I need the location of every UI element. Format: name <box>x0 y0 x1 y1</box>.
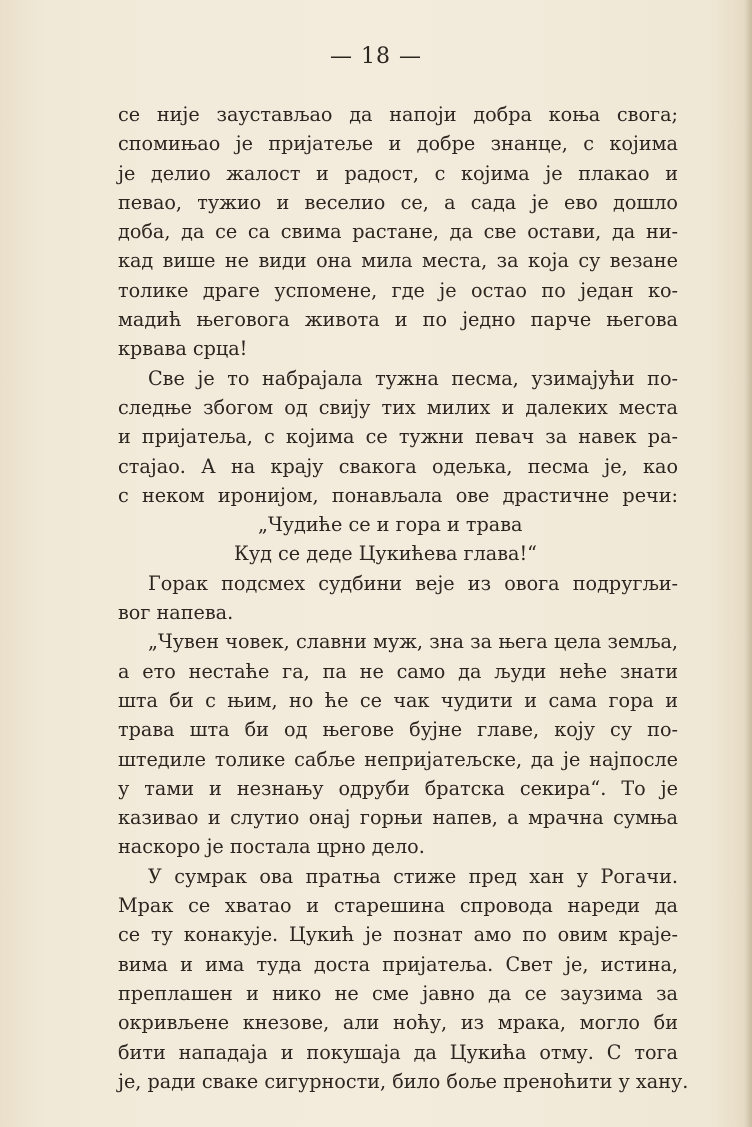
text-line: крвава срца! <box>118 337 248 361</box>
text-line: Горак подсмех судбини веје из овога подругљи- <box>148 571 678 595</box>
text-line: „Чувен човек, славни муж, зна за њега цела земља, <box>148 630 678 654</box>
text-line: трава шта би од његове бујне главе, коју су по- <box>118 718 678 742</box>
text-line: спомињао је пријатеље и добре знанце, с којима <box>118 132 678 156</box>
text-line: следње збогом од свију тих милих и далеких места <box>118 395 678 419</box>
text-line: вима и има туда доста пријатеља. Свет је, истина, <box>118 952 678 976</box>
text-line: окривљене кнезове, али ноћу, из мрака, могло би <box>118 1011 678 1035</box>
verse-line: Куд се деде Цукићева глава!“ <box>234 542 537 566</box>
text-line: преплашен и нико не сме јавно да се заузима за <box>118 981 678 1005</box>
verse-line: „Чудиће се и гора и трава <box>258 513 523 537</box>
text-line: се није заустављао да напоји добра коња свога; <box>118 103 678 126</box>
text-line: У сумрак ова пратња стиже пред хан у Рогачи. <box>148 864 678 888</box>
text-line: с неком иронијом, понављала ове драстичне речи: <box>118 483 678 507</box>
text-line: штедиле толике сабље непријатељске, да је најпосле <box>118 747 678 771</box>
text-line: шта би с њим, но ће се чак чудити и сама гора и <box>118 688 678 712</box>
text-line: наскоро је постала црно дело. <box>118 835 425 859</box>
text-line: бити нападаја и покушаја да Цукића отму. С тога <box>118 1040 678 1064</box>
text-line: је, ради сваке сигурности, било боље преноћити у хану. <box>118 1069 689 1093</box>
text-line: доба, да се са свима растане, да све остави, да ни- <box>118 220 678 244</box>
text-line: вог напева. <box>118 601 234 625</box>
text-line: стајао. А на крају свакога одељка, песма је, као <box>118 454 678 478</box>
text-line: Мрак се хватао и старешина спровода нареди да <box>118 894 678 918</box>
text-line: је делио жалост и радост, с којима је плакао и <box>118 161 678 185</box>
text-line: Све је то набрајала тужна песма, узимајући по- <box>148 366 678 390</box>
text-line: у тами и незнању одруби братска секира“. То је <box>118 776 678 800</box>
text-line: се ту конакује. Цукић је познат амо по овим краје- <box>118 923 678 947</box>
text-line: певао, тужио и веселио се, а сада је ево дошло <box>118 190 678 214</box>
text-line: кад више не види она мила места, за која су везане <box>118 249 678 273</box>
text-line: а ето нестаће га, па не само да људи неће знати <box>118 659 678 683</box>
text-line: мадић његовога живота и по једно парче његова <box>118 308 678 332</box>
page-number: — 18 — <box>330 44 422 69</box>
body-text <box>118 100 689 1096</box>
text-line: толике драге успомене, где је остао по један ко- <box>118 278 678 302</box>
text-line: и пријатеља, с којима се тужни певач за навек ра- <box>118 425 678 449</box>
page-edge-shadow <box>744 0 752 1127</box>
text-line: казивао и слутио онај горњи напев, а мрачна сумња <box>118 806 678 830</box>
